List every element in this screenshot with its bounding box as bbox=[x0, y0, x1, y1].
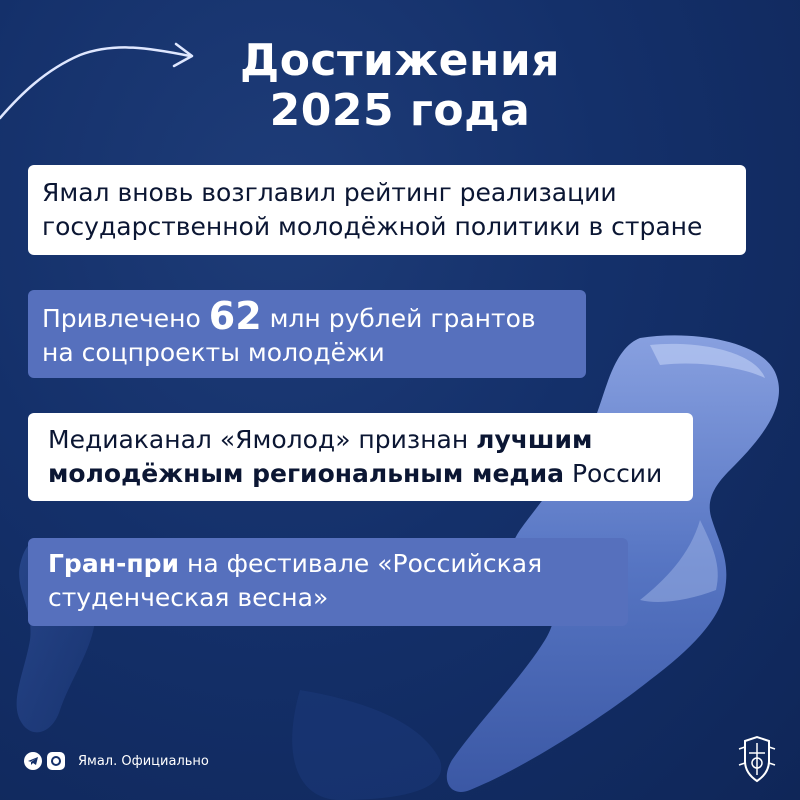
grants-amount: 62 bbox=[208, 294, 262, 338]
telegram-icon[interactable] bbox=[24, 752, 42, 770]
card-text: млн рублей грантов bbox=[261, 304, 536, 333]
card-text-bold: Гран-при bbox=[48, 549, 180, 578]
yamal-coat-of-arms-icon bbox=[735, 735, 779, 783]
brand-name: Ямал. Официально bbox=[78, 753, 209, 769]
card-text-line: на соцпроекты молодёжи bbox=[42, 338, 385, 367]
card-text-line: Ямал вновь возглавил рейтинг реализации bbox=[42, 178, 617, 207]
card-text: на фестивале «Российская bbox=[179, 549, 543, 578]
footer-brand bbox=[24, 750, 209, 772]
max-messenger-icon[interactable] bbox=[47, 752, 65, 770]
achievement-card-media bbox=[28, 413, 693, 501]
achievement-card-grand-prix bbox=[28, 538, 628, 626]
card-text-line: государственной молодёжной политики в стране bbox=[42, 212, 703, 241]
title-line-2: 2025 года bbox=[269, 85, 531, 136]
card-text: Привлечено bbox=[42, 304, 209, 333]
page-title bbox=[0, 36, 800, 136]
card-text: Медиаканал «Ямолод» признан bbox=[48, 425, 477, 454]
card-text-bold: лучшим bbox=[476, 425, 593, 454]
achievement-card-rating bbox=[28, 165, 746, 255]
title-line-1: Достижения bbox=[240, 35, 560, 86]
card-text-bold: молодёжным региональным медиа bbox=[48, 459, 564, 488]
card-text-line: студенческая весна» bbox=[48, 583, 329, 612]
card-text: России bbox=[564, 459, 663, 488]
achievement-card-grants bbox=[28, 290, 586, 378]
